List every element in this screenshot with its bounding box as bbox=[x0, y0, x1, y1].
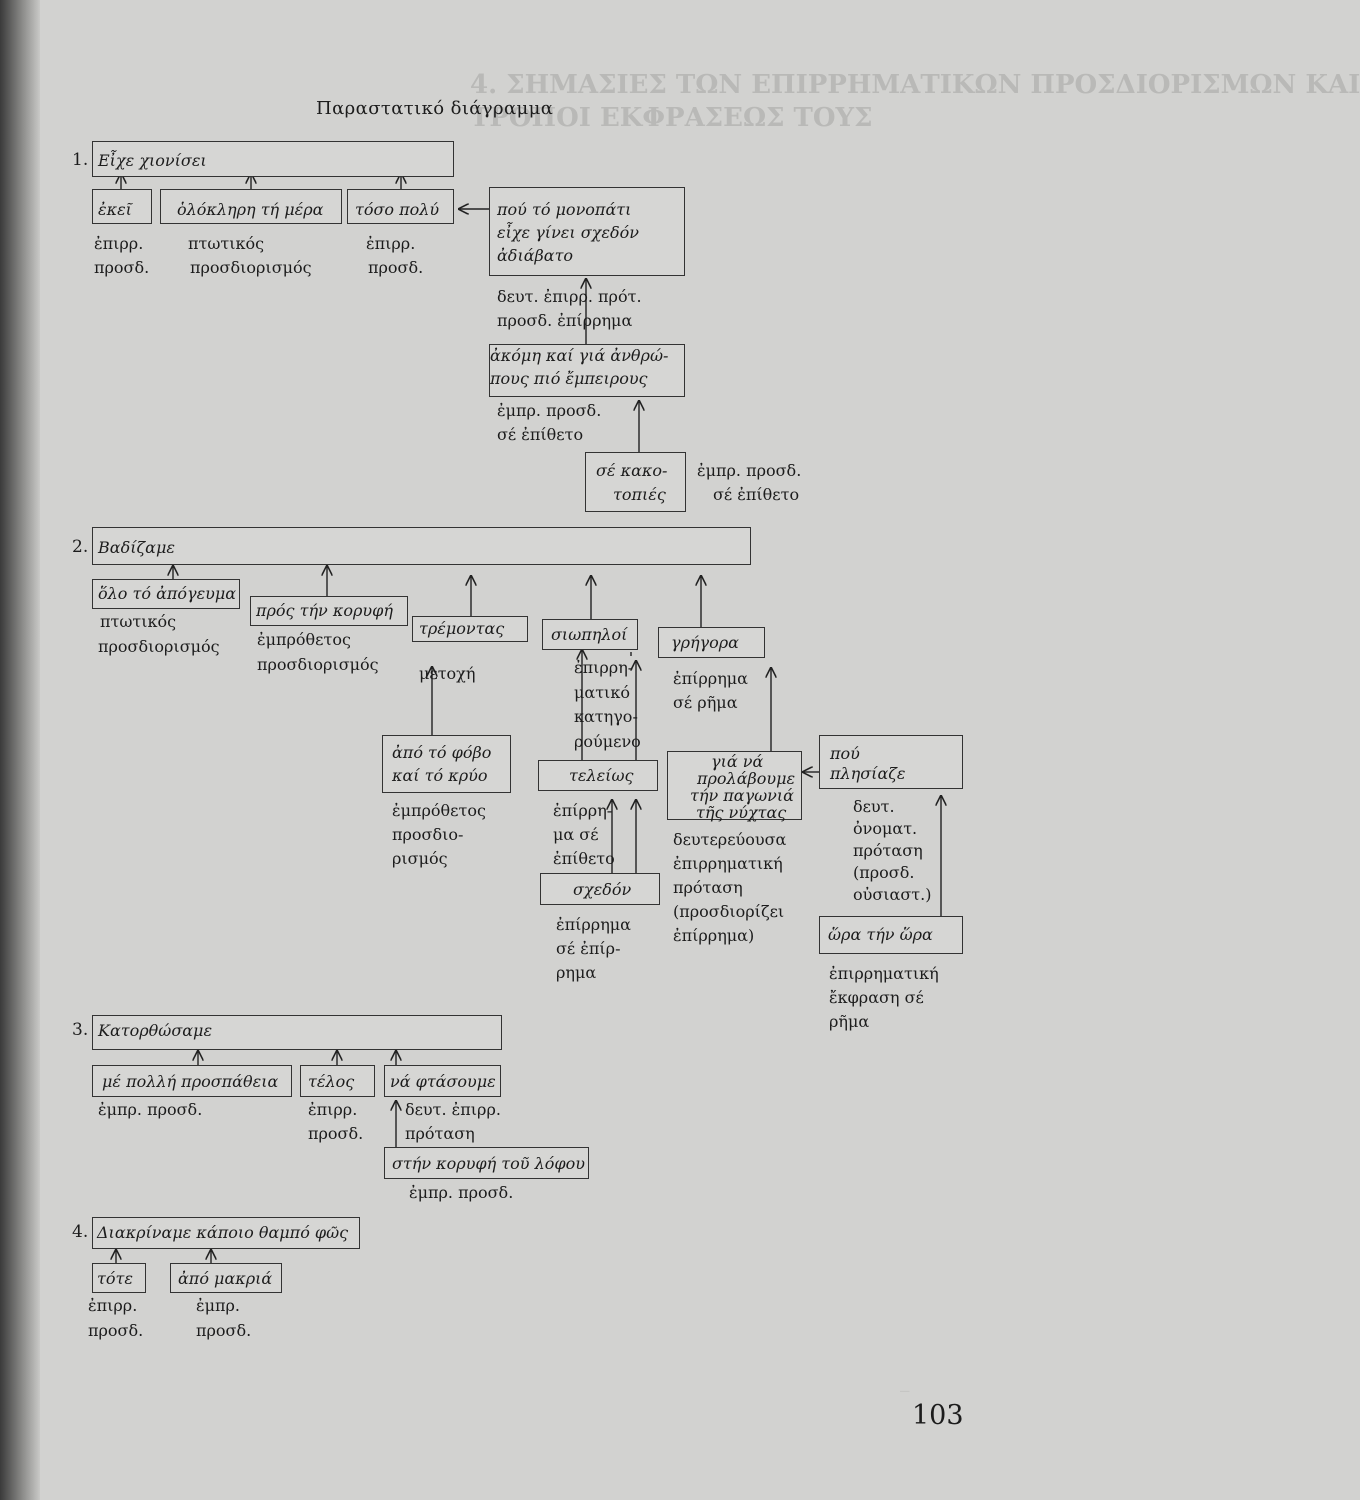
sentence2-m3: τρέμοντας bbox=[419, 619, 505, 638]
sentence2-rel-label1: δευτ. bbox=[853, 797, 895, 816]
sentence2-hour: ὥρα τήν ὥρα bbox=[828, 925, 933, 944]
sentence1-mod1-label2: προσδ. bbox=[94, 258, 150, 277]
sentence2-m1-label1: πτωτικός bbox=[100, 612, 177, 631]
sentence4-m1-label1: ἐπιρρ. bbox=[88, 1296, 138, 1315]
sentence1-sub2-line2: τοπιές bbox=[613, 485, 666, 504]
sentence1-sub1-label2: σέ ἐπίθετο bbox=[497, 425, 584, 444]
sentence2-schedon-label3: ρημα bbox=[556, 963, 597, 982]
sentence1-mod1-label1: ἐπιρρ. bbox=[94, 234, 144, 253]
sentence2-teleios-label2: μα σέ bbox=[553, 825, 599, 844]
sentence2-m5-label2: σέ ρῆμα bbox=[673, 693, 738, 712]
sentence4-m1: τότε bbox=[97, 1269, 133, 1288]
sentence2-purpose-label5: ἐπίρρημα) bbox=[673, 926, 755, 945]
sentence4-m1-label2: προσδ. bbox=[88, 1321, 144, 1340]
sentence2-purpose-line3: τήν παγωνιά bbox=[690, 786, 794, 805]
sentence1-clause-label1: δευτ. ἐπιρρ. πρότ. bbox=[497, 287, 642, 306]
sentence1-clause-line1: πού τό μονοπάτι bbox=[497, 200, 632, 219]
sentence2-m1: ὅλο τό ἀπόγευμα bbox=[98, 584, 237, 603]
sentence2-rel-line2: πλησίαζε bbox=[830, 764, 906, 783]
sentence2-schedon: σχεδόν bbox=[573, 880, 632, 899]
sentence2-fear-label1: ἐμπρόθετος bbox=[392, 801, 486, 820]
diagram-title: Παραστατικό διάγραμμα bbox=[316, 98, 554, 119]
background-heading-line1: 4. ΣΗΜΑΣΙΕΣ ΤΩΝ ΕΠΙΡΡΗΜΑΤΙΚΩΝ ΠΡΟΣΔΙΟΡΙΣΜΩΝ ΚΑΙ bbox=[470, 70, 1360, 100]
sentence2-purpose-line4: τῆς νύχτας bbox=[696, 803, 787, 822]
sentence1-sub2-line1: σέ κακο- bbox=[596, 461, 668, 480]
sentence2-rel-label3: πρόταση bbox=[853, 841, 923, 860]
sentence2-fear-line2: καί τό κρύο bbox=[392, 766, 488, 785]
sentence4-m2: ἀπό μακριά bbox=[178, 1269, 273, 1288]
sentence3-number: 3. bbox=[72, 1020, 89, 1040]
sentence2-m4: σιωπηλοί bbox=[551, 625, 628, 644]
sentence1-mod3-label2: προσδ. bbox=[368, 258, 424, 277]
sentence2-schedon-label2: σέ ἐπίρ- bbox=[556, 939, 621, 958]
sentence2-hour-label3: ρῆμα bbox=[829, 1012, 870, 1031]
sentence2-rel-label4: (προσδ. bbox=[853, 863, 915, 882]
sentence2-schedon-label1: ἐπίρρημα bbox=[556, 915, 631, 934]
sentence2-rel-label2: ὀνοματ. bbox=[853, 819, 918, 838]
sentence2-purpose-line1: γιά νά bbox=[711, 752, 764, 771]
sentence1-sub1-label1: ἐμπρ. προσδ. bbox=[497, 401, 602, 420]
sentence2-m5-label1: ἐπίρρημα bbox=[673, 669, 748, 688]
sentence2-teleios-label1: ἐπίρρη- bbox=[553, 801, 613, 820]
sentence2-m4-label1: ἐπιρρη- bbox=[574, 658, 634, 677]
sentence3-sub: στήν κορυφή τοῦ λόφου bbox=[392, 1154, 585, 1173]
sentence2-m3-label1: μετοχή bbox=[419, 664, 476, 683]
sentence2-fear-label3: ρισμός bbox=[392, 849, 448, 868]
sentence1-sub1-line2: πους πιό ἔμπειρους bbox=[490, 369, 648, 388]
sentence2-purpose-line2: προλάβουμε bbox=[697, 769, 796, 788]
sentence3-m2-label2: προσδ. bbox=[308, 1124, 364, 1143]
background-heading-line2: ΤΡΟΠΟΙ ΕΚΦΡΑΣΕΩΣ ΤΟΥΣ bbox=[470, 103, 873, 133]
sentence2-m5: γρήγορα bbox=[671, 633, 739, 652]
sentence2-fear-line1: ἀπό τό φόβο bbox=[392, 743, 492, 762]
sentence2-hour-label1: ἐπιρρηματική bbox=[829, 964, 939, 983]
sentence4-number: 4. bbox=[72, 1222, 89, 1242]
sentence1-main: Εἶχε χιονίσει bbox=[98, 151, 207, 170]
sentence1-sub1-line1: ἀκόμη καί γιά ἀνθρώ- bbox=[490, 346, 669, 365]
sentence2-number: 2. bbox=[72, 537, 89, 557]
sentence1-mod2-label2: προσδιορισμός bbox=[190, 258, 312, 277]
sentence1-clause-line2: εἶχε γίνει σχεδόν bbox=[497, 223, 639, 242]
sentence2-m2-label2: προσδιορισμός bbox=[257, 655, 379, 674]
sentence1-sub2-label1: ἐμπρ. προσδ. bbox=[697, 461, 802, 480]
sentence1-sub2-label2: σέ ἐπίθετο bbox=[713, 485, 800, 504]
sentence1-number: 1. bbox=[72, 150, 89, 170]
sentence3-m2-label1: ἐπιρρ. bbox=[308, 1100, 358, 1119]
sentence2-rel-label5: οὐσιαστ.) bbox=[853, 885, 932, 904]
sentence4-main: Διακρίναμε κάποιο θαμπό φῶς bbox=[97, 1223, 349, 1242]
sentence2-m4-label4: ρούμενο bbox=[574, 732, 641, 751]
sentence3-m1-label: ἐμπρ. προσδ. bbox=[98, 1100, 203, 1119]
sentence2-m2: πρός τήν κορυφή bbox=[256, 601, 393, 620]
sentence1-mod2: ὁλόκληρη τή μέρα bbox=[177, 200, 324, 219]
sentence1-mod3-label1: ἐπιρρ. bbox=[366, 234, 416, 253]
sentence2-hour-label2: ἔκφραση σέ bbox=[829, 988, 924, 1007]
sentence2-teleios-label3: ἐπίθετο bbox=[553, 849, 615, 868]
sentence4-m2-label1: ἐμπρ. bbox=[196, 1296, 240, 1315]
sentence1-mod2-label1: πτωτικός bbox=[188, 234, 265, 253]
sentence2-m4-label2: ματικό bbox=[574, 683, 630, 702]
sentence2-purpose-label4: (προσδιορίζει bbox=[673, 902, 785, 921]
sentence3-m3: νά φτάσουμε bbox=[390, 1072, 496, 1091]
sentence1-clause-line3: ἀδιάβατο bbox=[497, 246, 574, 265]
sentence2-main-box bbox=[92, 527, 751, 565]
sentence1-mod1: ἐκεῖ bbox=[98, 200, 132, 219]
sentence4-m2-label2: προσδ. bbox=[196, 1321, 252, 1340]
sentence2-purpose-label1: δευτερεύουσα bbox=[673, 830, 787, 849]
sentence2-teleios: τελείως bbox=[569, 766, 634, 785]
sentence3-m2: τέλος bbox=[308, 1072, 355, 1091]
sentence2-m4-label3: κατηγο- bbox=[574, 707, 638, 726]
sentence2-rel-line1: πού bbox=[830, 744, 860, 763]
sentence2-main: Βαδίζαμε bbox=[98, 538, 175, 557]
sentence3-sub-label: ἐμπρ. προσδ. bbox=[409, 1183, 514, 1202]
sentence2-m1-label2: προσδιορισμός bbox=[98, 637, 220, 656]
sentence3-main: Κατορθώσαμε bbox=[98, 1021, 213, 1040]
background-mark: _ bbox=[900, 1370, 910, 1392]
sentence1-mod3: τόσο πολύ bbox=[355, 200, 440, 219]
sentence2-fear-label2: προσδιο- bbox=[392, 825, 464, 844]
sentence1-clause-label2: προσδ. ἐπίρρημα bbox=[497, 311, 633, 330]
sentence2-m2-label1: ἐμπρόθετος bbox=[257, 630, 351, 649]
sentence3-m1: μέ πολλή προσπάθεια bbox=[102, 1072, 279, 1091]
sentence3-m3-label1: δευτ. ἐπιρρ. bbox=[405, 1100, 501, 1119]
sentence2-purpose-label3: πρόταση bbox=[673, 878, 743, 897]
sentence2-purpose-label2: ἐπιρρηματική bbox=[673, 854, 783, 873]
sentence3-m3-label2: πρόταση bbox=[405, 1124, 475, 1143]
page-number: 103 bbox=[912, 1400, 964, 1431]
